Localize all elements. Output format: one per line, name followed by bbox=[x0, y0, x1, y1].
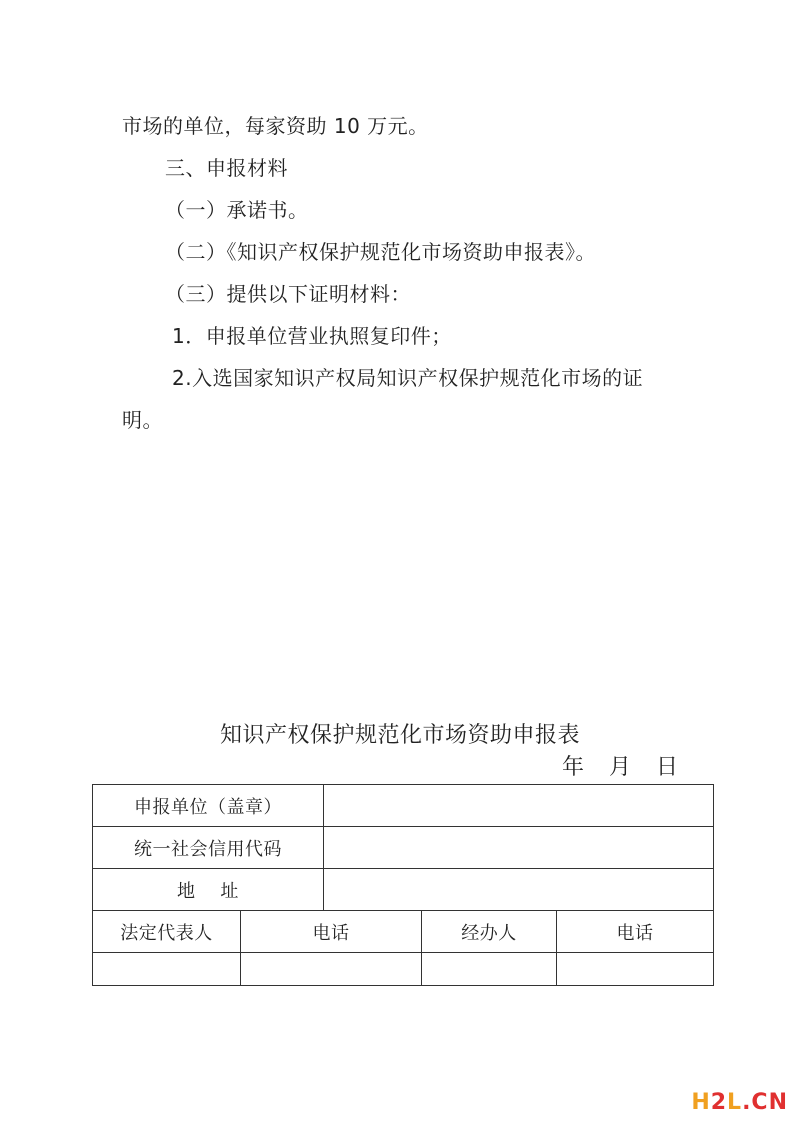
phone-value-1[interactable] bbox=[241, 953, 422, 985]
credit-code-value[interactable] bbox=[324, 827, 713, 869]
address-label: 地 址 bbox=[93, 869, 324, 911]
section-heading-materials: 三、申报材料 bbox=[165, 156, 288, 180]
credit-code-label: 统一社会信用代码 bbox=[93, 827, 324, 869]
watermark-h: H bbox=[691, 1090, 711, 1115]
form-title: 知识产权保护规范化市场资助申报表 bbox=[219, 723, 580, 748]
item-commitment-letter: （一）承诺书。 bbox=[165, 198, 309, 222]
item-proof-materials: （三）提供以下证明材料： bbox=[165, 282, 411, 306]
watermark-l: L bbox=[727, 1090, 743, 1115]
handler-header: 经办人 bbox=[422, 911, 557, 953]
subitem-selection-proof-continued: 明。 bbox=[122, 408, 163, 432]
subitem-selection-proof: 2.入选国家知识产权局知识产权保护规范化市场的证 bbox=[172, 366, 644, 390]
application-form-table bbox=[92, 784, 714, 986]
handler-value[interactable] bbox=[422, 953, 557, 985]
subitem-business-license: 1．申报单位营业执照复印件； bbox=[172, 324, 452, 348]
site-watermark-logo bbox=[691, 1090, 788, 1115]
watermark-cn: .CN bbox=[742, 1090, 788, 1115]
phone-value-2[interactable] bbox=[557, 953, 713, 985]
item-application-form: （二）《知识产权保护规范化市场资助申报表》。 bbox=[165, 240, 596, 264]
legal-rep-value[interactable] bbox=[93, 953, 241, 985]
body-line-1: 市场的单位，每家资助 10 万元。 bbox=[122, 114, 429, 138]
phone-header-1: 电话 bbox=[241, 911, 422, 953]
address-value[interactable] bbox=[324, 869, 713, 911]
applicant-value[interactable] bbox=[324, 785, 713, 827]
watermark-2: 2 bbox=[710, 1090, 728, 1115]
form-date: 年 月 日 bbox=[562, 755, 679, 780]
applicant-label: 申报单位（盖章） bbox=[93, 785, 324, 827]
legal-rep-header: 法定代表人 bbox=[93, 911, 241, 953]
phone-header-2: 电话 bbox=[557, 911, 713, 953]
